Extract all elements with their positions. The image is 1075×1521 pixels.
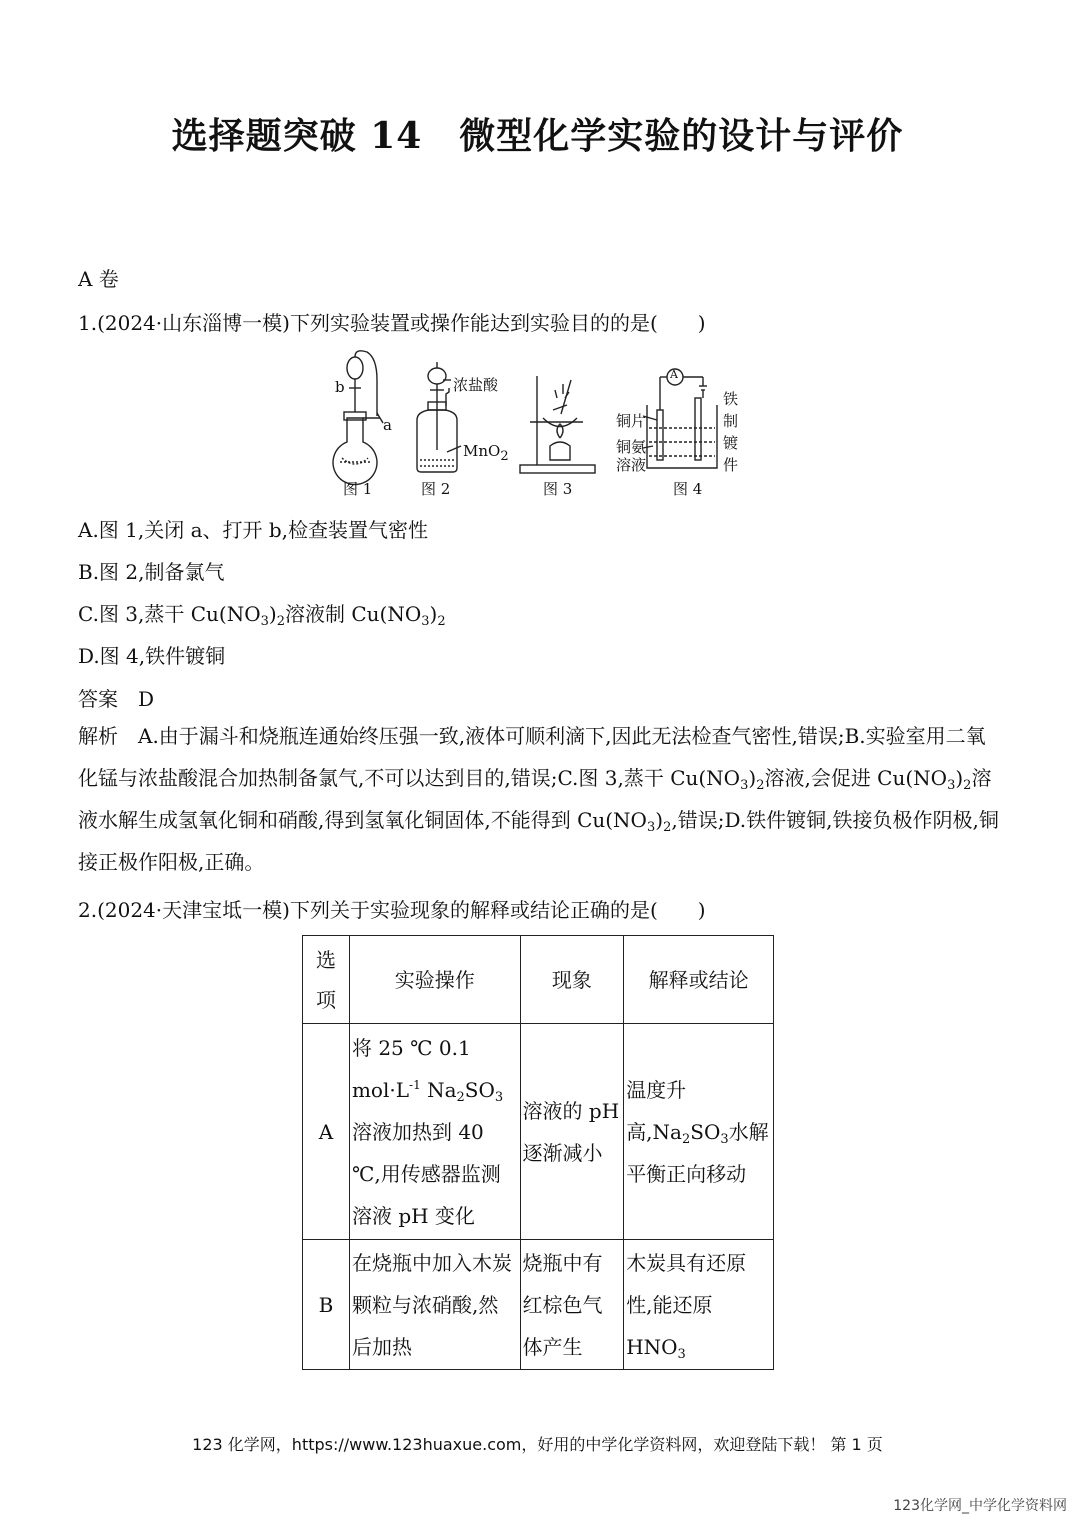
fig4-label-solution-line1: 铜氨 [616, 438, 647, 456]
table-row [303, 1024, 774, 1240]
fig1-label-a: a [383, 416, 392, 434]
header-conclusion: 解释或结论 [624, 936, 774, 1024]
q1-option-c: C.图 3,蒸干 $Cu(NO_3)_2$溶液制 $Cu(NO_3)_2$ [78, 602, 446, 629]
q2-table [302, 935, 774, 1370]
fig4-apparatus [643, 369, 717, 468]
header-operation: 实验操作 [349, 936, 520, 1024]
fig2-caption: 图 2 [421, 480, 451, 498]
row-a-conclusion: 温度升高$,Na_2SO_3$水解平衡正向移动 [624, 1024, 774, 1240]
fig4-caption: 图 4 [673, 480, 703, 498]
row-a-operation: 将 25 ℃ 0.1 $mol\cdot L^{-1}$ $Na_2SO_3$溶液加热到 40 ℃,用传感器监测溶液 pH 变化 [349, 1024, 520, 1240]
row-b-phenomenon: 烧瓶中有红棕色气体产生 [520, 1240, 624, 1370]
fig1-apparatus [333, 351, 383, 485]
question-2-stem: 2.(2024·天津宝坻一模)下列关于实验现象的解释或结论正确的是( ) [78, 898, 706, 922]
fig4-label-iron: 铁制镀件 [723, 390, 739, 474]
row-b-option: B [303, 1240, 350, 1370]
fig2-label-mno2: MnO$_2$ [463, 442, 509, 464]
page-footer: 123 化学网，https://www.123huaxue.com，好用的中学化学资料网，欢迎登陆下载！ 第 1 页 [192, 1435, 883, 1454]
row-b-conclusion: 木炭具有还原性,能还原 $HNO_3$ [624, 1240, 774, 1370]
q1-option-b: B.图 2,制备氯气 [78, 560, 225, 584]
q1-option-d: D.图 4,铁件镀铜 [78, 644, 226, 668]
header-phenomenon: 现象 [520, 936, 624, 1024]
q1-option-a: A.图 1,关闭 a、打开 b,检查装置气密性 [78, 518, 429, 542]
fig4-label-solution-line2: 溶液 [616, 456, 647, 474]
fig3-caption: 图 3 [543, 480, 573, 498]
fig2-label-acid: 浓盐酸 [453, 376, 499, 394]
header-option: 选项 [303, 936, 350, 1024]
row-b-operation: 在烧瓶中加入木炭颗粒与浓硝酸,然后加热 [349, 1240, 520, 1370]
site-watermark: 123化学网_中学化学资料网 [893, 1498, 1067, 1514]
q1-answer: 答案 D [78, 687, 155, 711]
q1-analysis: 解析 A.由于漏斗和烧瓶连通始终压强一致,液体可顺利滴下,因此无法检查气密性,错误;B.实验室用二氧化锰与浓盐酸混合加热制备氯气,不可以达到目的,错误;C.图 3,蒸干 $Cu(NO_3)_2$溶液,会促进 $Cu(NO_3)_2$溶液水解生成氢氧化铜和硝酸,得到氢氧化铜固体,不能得到 $Cu(NO_3)_2$,错误;D.铁件镀铜,铁接负极作阴极,铜接正极作阳极,正确。 [78, 724, 999, 874]
fig1-label-b: b [335, 378, 345, 396]
question-1-stem: 1.(2024·山东淄博一模)下列实验装置或操作能达到实验目的的是( ) [78, 311, 706, 335]
q1-figure [325, 350, 750, 500]
table-header-row [303, 936, 774, 1024]
fig3-apparatus [520, 376, 595, 473]
fig4-label-copper: 铜片 [616, 412, 647, 430]
row-a-phenomenon: 溶液的 pH 逐渐减小 [520, 1024, 624, 1240]
page-title: 选择题突破 14 微型化学实验的设计与评价 [171, 115, 904, 157]
table-row [303, 1240, 774, 1370]
fig4-label-ammeter: A [670, 368, 678, 381]
row-a-option: A [303, 1024, 350, 1240]
fig1-caption: 图 1 [343, 480, 373, 498]
section-label: A 卷 [78, 267, 119, 291]
